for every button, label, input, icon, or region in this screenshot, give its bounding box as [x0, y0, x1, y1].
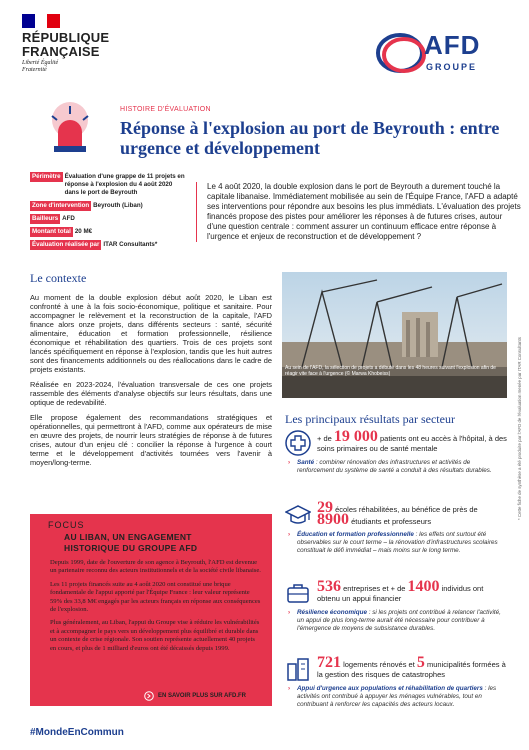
- result-figure: 5: [416, 654, 425, 671]
- focus-paragraph: Les 11 projets financés suite au 4 août 2020 ont constitué une brique fondamentale de l'appui apporté par l'Équipe France : leur valeur représente 59% des 33,8 M€ engagés par les acteurs français en réponse aux conséquences de l'explosion.: [50, 580, 261, 614]
- result-figure: 1400: [407, 578, 440, 595]
- result-text: écoles réhabilitées, au bénéfice de près de: [333, 505, 478, 514]
- meta-key: Zone d'intervention: [32, 202, 90, 209]
- result-text: entreprises et + de: [341, 584, 408, 593]
- result-note-text: : si les projets ont contribué à relancer l'activité, un appui de plus long-terme aurait été nécessaire pour contribuer à l'émergence de moyens de subsistance durables.: [297, 609, 501, 632]
- meta-row-zone: [30, 201, 188, 211]
- result-line: [317, 428, 507, 454]
- result-figure: 536: [317, 578, 341, 595]
- arrow-circle-icon: [144, 691, 154, 701]
- result-text: logements rénovés et: [341, 660, 417, 669]
- result-figure: 19 000: [333, 428, 378, 445]
- result-item-quartiers: [285, 656, 507, 709]
- intro-paragraph: Le 4 août 2020, la double explosion dans le port de Beyrouth a durement touché la capitale libanaise. Immédiatement mobilisée au sein de l'Équipe France, l'AFD a adapté ses interventions pour répondre aux besoins les plus immédiats. L'évaluation des projets financés propose des pistes pour améliorer les réponses à de futures crises, autour d'une question centrale : comment assurer un continuum efficace entre réponse à l'urgence et enjeux de reconstruction et de développement ?: [196, 182, 523, 242]
- meta-value: Beyrouth (Liban): [93, 202, 143, 209]
- article-kicker: HISTOIRE D'ÉVALUATION: [120, 106, 211, 113]
- focus-title-line: HISTORIQUE DU GROUPE AFD: [64, 543, 198, 553]
- context-paragraph: Réalisée en 2023-2024, l'évaluation transversale de ces one projets rassemble des éléments d'analyse objectifs sur leurs résultats, dans une optique de redevabilité.: [30, 380, 272, 407]
- result-note-title: Éducation et formation professionnelle: [297, 531, 414, 538]
- meta-row-montant: [30, 227, 188, 237]
- result-note-title: Santé: [297, 459, 315, 466]
- result-item-sante: [285, 430, 507, 475]
- vertical-footnote: * Cette fiche de synthèse a été produite par l'AFD de l'évaluation menée par ITAR Consultants: [517, 337, 522, 520]
- meta-value: 20 M€: [74, 228, 93, 235]
- article-title: Réponse à l'explosion au port de Beyrouth : entre urgence et développement: [120, 118, 500, 158]
- context-heading: Le contexte: [30, 271, 87, 285]
- result-note-title: Appui d'urgence aux populations et réhabilitation de quartiers: [297, 685, 483, 692]
- meta-value: AFD: [62, 215, 75, 222]
- meta-row-perimetre: [30, 172, 188, 198]
- result-figure: 29: [317, 499, 333, 516]
- result-text: + de: [317, 434, 334, 443]
- result-note-text: : combiner rénovation des infrastructures et activités de renforcement du système de santé a conduit à des résultats durables.: [297, 459, 492, 474]
- republique-francaise-flag: [22, 14, 60, 28]
- focus-paragraph: Plus généralement, au Liban, l'appui du Groupe vise à réduire les vulnérabilités et à accompagner le pays vers un développement plus équilibré et durable dans un contexte de crise régionale. Son soutien représente actuellement 40 projets en cours, et plus de 1 milliard d'euros ont été décaissés depuis 1999.: [50, 619, 260, 652]
- result-note-title: Résilience économique: [297, 609, 367, 616]
- briefcase-icon: [285, 580, 311, 606]
- project-meta-table: [30, 172, 188, 253]
- meta-key: Bailleurs: [32, 215, 59, 222]
- result-figure: 721: [317, 654, 341, 671]
- result-line: [317, 499, 507, 528]
- republique-francaise-title: RÉPUBLIQUE FRANÇAISE: [22, 30, 110, 59]
- buildings-icon: [285, 656, 311, 682]
- meta-key: Montant total: [32, 228, 71, 235]
- focus-body: [50, 559, 262, 658]
- medical-cross-icon: [285, 430, 311, 456]
- context-paragraph: Elle propose également des recommandations stratégiques et opérationnelles, qui permettront à l'AFD, comme aux opérateurs de mise en œuvre des projets, de nourrir leurs stratégies de réponse à de futures crises, autour d'un enjeu clé : concilier la réponse à l'urgence à court terme et le développement d'activités tournées vers l'avenir à moyen/long-terme.: [30, 413, 272, 467]
- result-text: étudiants et professeurs: [349, 517, 432, 526]
- results-heading: Les principaux résultats par secteur: [285, 412, 455, 426]
- result-line: [317, 578, 507, 604]
- meta-key: Périmètre: [32, 173, 61, 180]
- afd-groupe-text: GROUPE: [426, 62, 478, 72]
- focus-kicker: FOCUS: [48, 520, 85, 530]
- result-note-text: : les activités ont contribué à appuyer les ménages vulnérables, tout en contribuant à renforcer les capacités des acteurs locaux.: [297, 685, 497, 708]
- learn-more-link[interactable]: EN SAVOIR PLUS SUR AFD.FR: [158, 693, 247, 699]
- context-body: [30, 293, 272, 473]
- beirut-port-photo: [282, 272, 507, 398]
- result-note: [285, 685, 507, 709]
- result-item-education: [285, 499, 507, 555]
- photo-caption: Au sein de l'AFD, la sélection de projets a débuté dans les 48 heures suivant l'explosion afin de réagir vite face à l'urgence (© Marwa Khobeiss): [285, 365, 496, 377]
- graduation-cap-icon: [285, 502, 311, 528]
- meta-row-evaluation: [30, 240, 188, 250]
- result-note: [285, 459, 507, 475]
- result-note-text: : les effets ont surtout été observables sur le court terme – la rénovation d'infrastructures scolaires constituait le défi immédiat – mais moins sur le long terme.: [297, 531, 498, 554]
- result-text: municipalités formées à la gestion des risques de catastrophes: [317, 660, 506, 679]
- result-note: [285, 609, 507, 633]
- republique-francaise-motto: Liberté Égalité Fraternité: [22, 60, 59, 73]
- result-item-economie: [285, 580, 507, 633]
- result-text: individus ont obtenu un appui financier: [317, 584, 484, 603]
- hashtag-footer[interactable]: #MondeEnCommun: [30, 727, 124, 738]
- context-paragraph: Au moment de la double explosion début août 2020, le Liban est confronté à une à la fois socio-économique, politique et sanitaire. Pour accompagner le relèvement et la reconstruction de la capitale, l'AFD finance alors onze projets, dans différents secteurs : santé, sécurité alimentaire, éducation et formation professionnelle, résilience économique et réhabilitation des quartiers. Trois de ces projets sont lancés spécifiquement en réponse à l'explosion, tandis que les huit autres sont des financements additionnels ou des réallocations dans le cadre de projets existants.: [30, 293, 272, 374]
- result-line: [317, 654, 507, 680]
- focus-paragraph: Depuis 1999, date de l'ouverture de son agence à Beyrouth, l'AFD est devenue un partenaire reconnu des acteurs institutionnels et de la société civile libanaise.: [50, 559, 261, 575]
- meta-key: Évaluation réalisée par: [32, 241, 100, 248]
- focus-title-line: AU LIBAN, UN ENGAGEMENT: [64, 532, 192, 542]
- alarm-siren-icon: [42, 100, 106, 158]
- result-figure: 8900: [317, 511, 349, 528]
- afd-logo-text: AFD: [424, 30, 481, 60]
- meta-row-bailleurs: [30, 214, 188, 224]
- focus-title: [64, 532, 197, 554]
- result-note: [285, 531, 507, 555]
- meta-value: Évaluation d'une grappe de 11 projets en réponse à l'explosion du 4 août 2020 dans le port de Beyrouth: [64, 173, 185, 196]
- result-text: patients ont eu accès à l'hôpital, à des soins primaires ou de santé mentale: [317, 434, 507, 453]
- meta-value: ITAR Consultants*: [103, 241, 158, 248]
